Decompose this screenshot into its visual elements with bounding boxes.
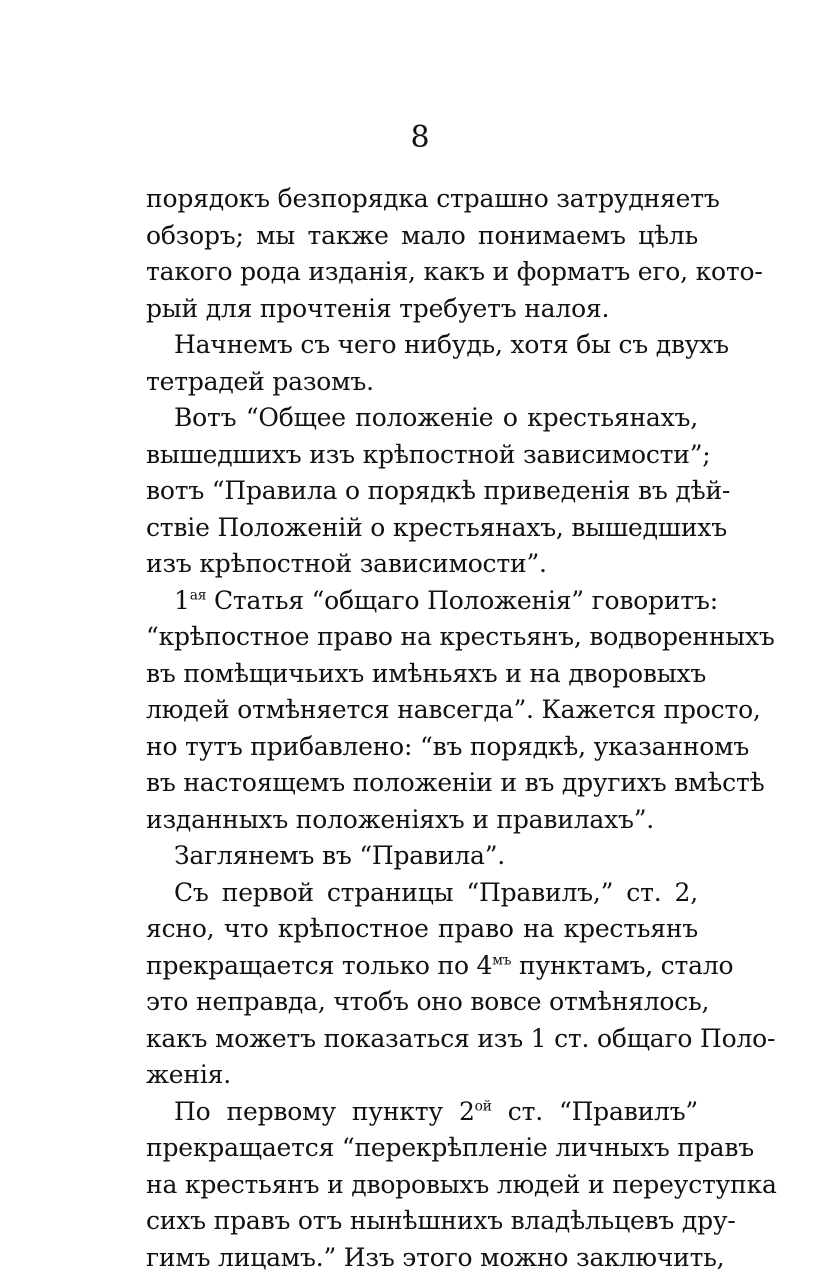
text-line: прекращается “перекрѣпленіе личныхъ правъ bbox=[146, 1130, 698, 1167]
text-line: Начнемъ съ чего нибудь, хотя бы съ двухъ bbox=[146, 327, 698, 364]
text-line: Съ первой страницы “Правилъ,” ст. 2, bbox=[146, 875, 698, 912]
text-line: $1^{ая}$ Статья “общаго Положенія” говоритъ: bbox=[146, 583, 698, 620]
ordinal-suffix: мъ bbox=[492, 952, 511, 968]
text-line: сихъ правъ отъ нынѣшнихъ владѣльцевъ дру- bbox=[146, 1203, 698, 1240]
text-line: но тутъ прибавлено: “въ порядкѣ, указанномъ bbox=[146, 729, 698, 766]
text-line: на крестьянъ и дворовыхъ людей и переуступка bbox=[146, 1167, 698, 1204]
text-line: изъ крѣпостной зависимости”. bbox=[146, 546, 698, 583]
text-line: ясно, что крѣпостное право на крестьянъ bbox=[146, 911, 698, 948]
text-line: вотъ “Правила о порядкѣ приведенія въ дѣй- bbox=[146, 473, 698, 510]
text-line: въ помѣщичьихъ имѣньяхъ и на дворовыхъ bbox=[146, 656, 698, 693]
text-line: Заглянемъ въ “Правила”. bbox=[146, 838, 698, 875]
text-line: Вотъ “Общее положеніе о крестьянахъ, bbox=[146, 400, 698, 437]
text-line: такого рода изданія, какъ и форматъ его, кото- bbox=[146, 254, 698, 291]
text-line: людей отмѣняется навсегда”. Кажется просто, bbox=[146, 692, 698, 729]
text-line: “крѣпостное право на крестьянъ, водворенныхъ bbox=[146, 619, 698, 656]
text-line: По первому пункту $2^{ой}$ ст. “Правилъ” bbox=[146, 1094, 698, 1131]
ordinal-suffix: ая bbox=[190, 587, 206, 603]
text-line: тетрадей разомъ. bbox=[146, 364, 698, 401]
text-line: обзоръ; мы также мало понимаемъ цѣль bbox=[146, 218, 698, 255]
text-line: женія. bbox=[146, 1057, 698, 1094]
text-line: рый для прочтенія требуетъ налоя. bbox=[146, 291, 698, 328]
text-line: гимъ лицамъ.” Изъ этого можно заключить, bbox=[146, 1240, 698, 1276]
page-number: 8 bbox=[0, 118, 840, 158]
ordinal-suffix: ой bbox=[475, 1098, 492, 1114]
text-line: вышедшихъ изъ крѣпостной зависимости”; bbox=[146, 437, 698, 474]
text-line: это неправда, чтобъ оно вовсе отмѣнялось, bbox=[146, 984, 698, 1021]
body-text bbox=[146, 181, 698, 1276]
text-line: какъ можетъ показаться изъ 1 ст. общаго Поло- bbox=[146, 1021, 698, 1058]
text-line: порядокъ безпорядка страшно затрудняетъ bbox=[146, 181, 698, 218]
text-line: изданныхъ положеніяхъ и правилахъ”. bbox=[146, 802, 698, 839]
text-line: ствіе Положеній о крестьянахъ, вышедшихъ bbox=[146, 510, 698, 547]
text-line: прекращается только по $4^{мъ}$ пунктамъ, стало bbox=[146, 948, 698, 985]
text-line: въ настоящемъ положеніи и въ другихъ вмѣстѣ bbox=[146, 765, 698, 802]
